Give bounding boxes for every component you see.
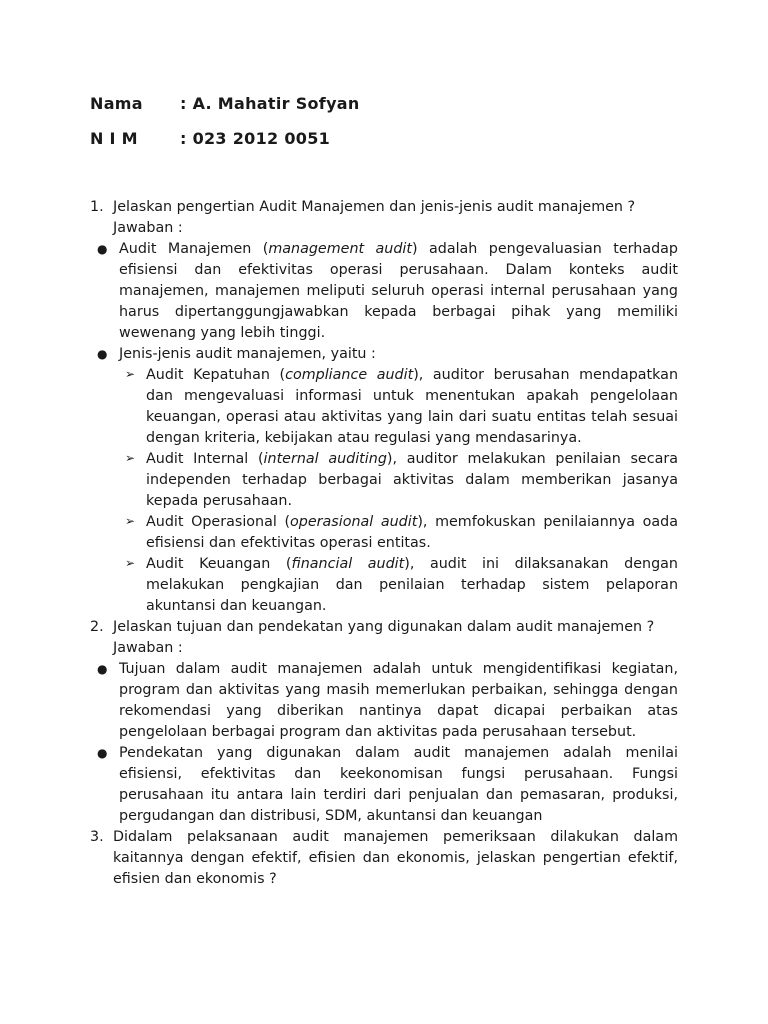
bullet-icon: ● [97, 242, 108, 256]
answer-label: Jawaban : [113, 640, 183, 656]
sub-list-item: ➢ Audit Internal (internal auditing), auditor melakukan penilaian secara independen terhadap berbagai aktivitas dalam memberikan jasanya kepada perusahaan. [90, 449, 678, 512]
question-text: Jelaskan pengertian Audit Manajemen dan jenis-jenis audit manajemen ? [113, 199, 636, 215]
question-text: Didalam pelaksanaan audit manajemen pemeriksaan dilakukan dalam kaitannya dengan efektif, efisien dan ekonomis, jelaskan pengertian efektif, efisien dan ekonomis ? [113, 829, 678, 887]
question-text: Jelaskan tujuan dan pendekatan yang digunakan dalam audit manajemen ? [113, 619, 655, 635]
nim-value: : 023 2012 0051 [180, 129, 331, 148]
question-number: 2. [90, 619, 104, 635]
bullet-icon: ● [97, 662, 108, 676]
term: internal auditing [263, 451, 387, 467]
bullet-icon: ● [97, 746, 108, 760]
question-number: 3. [90, 829, 104, 845]
nim-label: N I M [90, 129, 138, 148]
sub-list-item: ➢ Audit Operasional (operasional audit), memfokuskan penilaiannya oada efisiensi dan efektivitas operasi entitas. [90, 512, 678, 554]
list-item: ● Audit Manajemen (management audit) adalah pengevaluasian terhadap efisiensi dan efektivitas operasi perusahaan. Dalam konteks audit manajemen, manajemen meliputi seluruh operasi internal perusahaan yang harus dipertanggungjawabkan kepada berbagai pihak yang memiliki wewenang yang lebih tinggi. [97, 241, 678, 341]
sub-list-item: ➢ Audit Kepatuhan (compliance audit), auditor berusahan mendapatkan dan mengevaluasi informasi untuk menentukan apakah pengelolaan keuangan, operasi atau aktivitas yang lain dari suatu entitas telah sesuai dengan kriteria, kebijakan atau regulasi yang mendasarinya. [90, 365, 678, 449]
term: management audit [268, 241, 412, 257]
arrow-bullet-icon: ➢ [125, 451, 136, 465]
list-item: ● Jenis-jenis audit manajemen, yaitu : [90, 344, 678, 365]
list-item: ● Pendekatan yang digunakan dalam audit manajemen adalah menilai efisiensi, efektivitas dan keekonomisan fungsi perusahaan. Fungsi perusahaan itu antara lain terdiri dari penjualan dan pemasaran, produksi, pergudangan dan distribusi, SDM, akuntansi dan keuangan [97, 745, 678, 824]
question-3 [90, 827, 678, 890]
bullet-icon: ● [97, 347, 108, 361]
name-value: : A. Mahatir Sofyan [180, 94, 360, 113]
arrow-bullet-icon: ➢ [125, 556, 136, 570]
question-2 [90, 617, 678, 638]
name-label: Nama [90, 94, 143, 113]
term: compliance audit [285, 367, 414, 383]
question-1 [90, 197, 678, 218]
document-body [90, 197, 678, 890]
arrow-bullet-icon: ➢ [125, 514, 136, 528]
list-item: ● Tujuan dalam audit manajemen adalah untuk mengidentifikasi kegiatan, program dan aktivitas yang masih memerlukan perbaikan, sehingga dengan rekomendasi yang diberikan nantinya dapat dicapai perbaikan atas pengelolaan berbagai program dan aktivitas pada perusahaan tersebut. [97, 661, 678, 740]
answer-label: Jawaban : [113, 220, 183, 236]
term: operasional audit [290, 514, 418, 530]
arrow-bullet-icon: ➢ [125, 367, 136, 381]
term: financial audit [291, 556, 405, 572]
sub-list-item: ➢ Audit Keuangan (financial audit), audit ini dilaksanakan dengan melakukan pengkajian dan penilaian terhadap sistem pelaporan akuntansi dan keuangan. [90, 554, 678, 617]
question-number: 1. [90, 199, 104, 215]
